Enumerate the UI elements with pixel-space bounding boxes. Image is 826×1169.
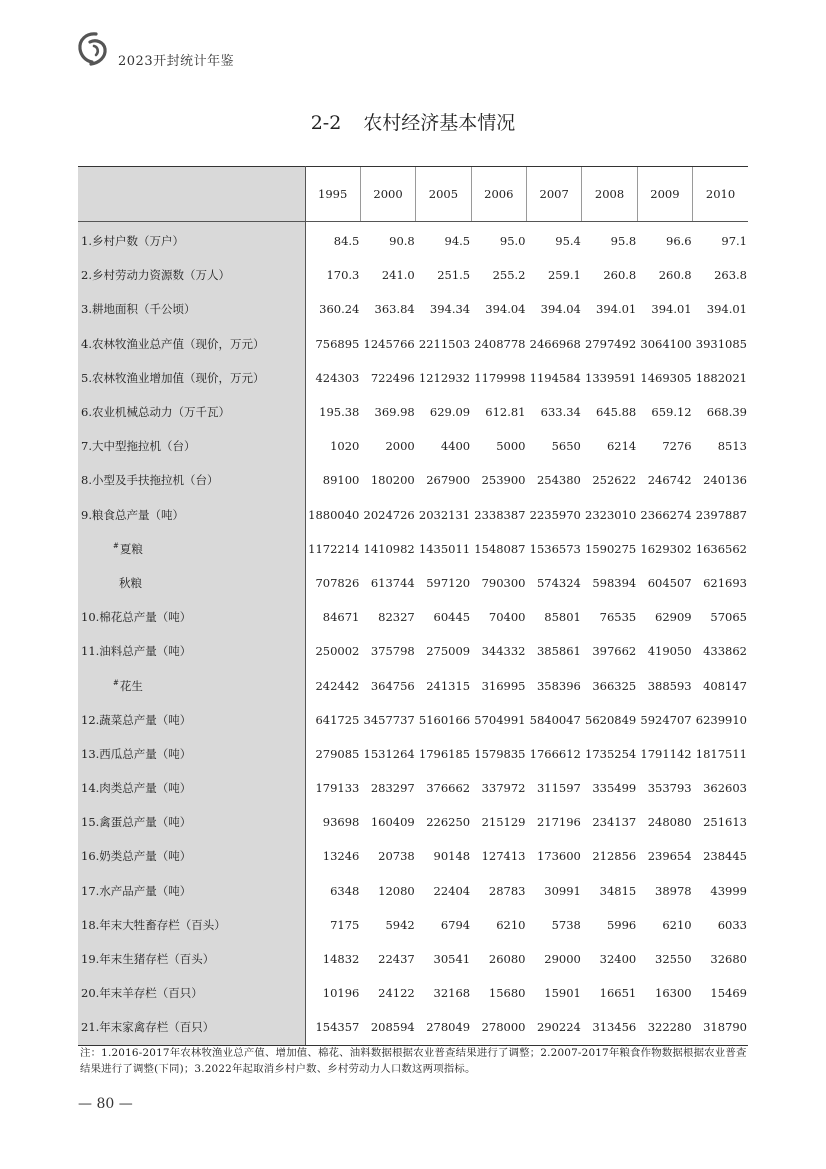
table-cell: 32400 [599, 952, 637, 967]
table-cell: 598394 [592, 575, 637, 590]
table-cell: 2338387 [474, 507, 526, 522]
table-cell: 1536573 [529, 541, 581, 556]
table-cell: 22404 [433, 883, 471, 898]
row-label-text: 21.年末家禽存栏（百只） [81, 1020, 215, 1035]
table-cell: 1791142 [640, 746, 692, 761]
row-label [78, 839, 305, 873]
subitem-mark: # [113, 541, 119, 550]
header-row [78, 167, 748, 222]
table-row [78, 292, 748, 326]
table-cell: 5840047 [529, 712, 581, 727]
table-cell: 28783 [488, 883, 526, 898]
year-header-2010: 2010 [693, 167, 748, 222]
table-title-text: 农村经济基本情况 [363, 112, 516, 134]
table-note: 注：1.2016-2017年农林牧渔业总产值、增加值、棉花、油料数据根据农业普查结果进行了调整；2.2007-2017年粮食作物数据根据农业普查结果进行了调整(下同)；3.2022年起取消乡村户数、乡村劳动力人口数这两项指标。 [80, 1047, 747, 1075]
table-cell: 250002 [315, 644, 360, 659]
row-label-text: 7.大中型拖拉机（台） [81, 439, 196, 454]
table-cell: 2211503 [418, 336, 471, 351]
table-cell: 5942 [385, 917, 415, 932]
row-label-text: 3.耕地面积（千公顷） [81, 302, 196, 317]
table-cell: 8513 [717, 439, 747, 454]
table-row [78, 222, 748, 259]
subitem-mark: # [113, 678, 119, 687]
table-cell: 364756 [370, 678, 415, 693]
table-cell: 313456 [582, 1010, 637, 1045]
table-cell: 20738 [378, 849, 415, 864]
year-header-2009: 2009 [637, 167, 692, 222]
table-cell: 3064100 [640, 336, 692, 351]
row-label-text: 14.肉类总产量（吨） [81, 781, 192, 796]
table-cell: 6794 [440, 917, 471, 932]
table-cell: 241315 [426, 678, 471, 693]
table-cell: 173600 [536, 849, 581, 864]
table-cell: 394.04 [540, 302, 581, 317]
table-cell: 318790 [693, 1010, 748, 1045]
table-cell: 5924707 [640, 712, 692, 727]
table-cell: 4400 [440, 439, 471, 454]
table-cell: 1435011 [418, 541, 471, 556]
table-cell: 1245766 [363, 336, 415, 351]
table-cell: 1020 [330, 439, 360, 454]
table-cell: 394.04 [485, 302, 526, 317]
table-cell: 362603 [703, 781, 747, 796]
table-row [78, 771, 748, 805]
table-cell: 259.1 [547, 268, 581, 283]
table-cell: 2323010 [585, 507, 637, 522]
table-cell: 1548087 [474, 541, 526, 556]
table-cell: 2366274 [640, 507, 692, 522]
header-corner-cell [78, 167, 305, 222]
table-cell: 2797492 [585, 336, 637, 351]
table-cell: 239654 [647, 849, 692, 864]
table-cell: 16651 [599, 986, 637, 1001]
page-number: — 80 — [78, 1096, 133, 1112]
table-cell: 1766612 [529, 746, 581, 761]
table-cell: 10196 [322, 986, 360, 1001]
table-cell: 375798 [370, 644, 415, 659]
table-cell: 6033 [717, 917, 747, 932]
table-row [78, 839, 748, 873]
row-label-text: 10.棉花总产量（吨） [81, 610, 192, 625]
table-cell: 38978 [655, 883, 692, 898]
table-cell: 84671 [322, 610, 360, 625]
row-label [78, 668, 305, 702]
table-cell: 433862 [703, 644, 747, 659]
table-cell: 90148 [433, 849, 471, 864]
table-row [78, 600, 748, 634]
table-cell: 2466968 [529, 336, 581, 351]
table-cell: 16300 [655, 986, 692, 1001]
table-cell: 7175 [330, 917, 360, 932]
table-cell: 2397887 [695, 507, 747, 522]
table-cell: 89100 [322, 473, 360, 488]
table-cell: 2235970 [529, 507, 581, 522]
row-label [78, 771, 305, 805]
row-label [78, 703, 305, 737]
table-cell: 248080 [647, 815, 692, 830]
table-cell: 5620849 [585, 712, 637, 727]
table-cell: 217196 [536, 815, 581, 830]
table-row [78, 874, 748, 908]
table-cell: 238445 [703, 849, 747, 864]
table-cell: 234137 [592, 815, 637, 830]
table-cell: 208594 [360, 1010, 415, 1045]
row-label [78, 737, 305, 771]
table-cell: 1179998 [474, 370, 526, 385]
table-cell: 93698 [322, 815, 360, 830]
table-cell: 613744 [370, 575, 415, 590]
table-row [78, 805, 748, 839]
table-cell: 394.01 [706, 302, 747, 317]
table-row [78, 668, 748, 702]
year-header-2005: 2005 [416, 167, 471, 222]
table-cell: 621693 [703, 575, 747, 590]
row-label-text: 15.禽蛋总产量（吨） [81, 815, 192, 830]
table-cell: 263.8 [714, 268, 747, 283]
table-cell: 388593 [647, 678, 692, 693]
table-cell: 1579835 [474, 746, 526, 761]
table-cell: 722496 [370, 370, 415, 385]
table-cell: 394.34 [429, 302, 471, 317]
table-row [78, 429, 748, 463]
table-cell: 424303 [315, 370, 360, 385]
table-row [78, 1010, 748, 1045]
row-label [78, 463, 305, 497]
year-header-2000: 2000 [360, 167, 415, 222]
table-cell: 1636562 [695, 541, 747, 556]
row-label [78, 874, 305, 908]
row-label-text: 12.蔬菜总产量（吨） [81, 712, 192, 727]
rural-economy-table [78, 166, 748, 1046]
table-cell: 242442 [315, 678, 360, 693]
table-cell: 278000 [471, 1010, 526, 1045]
table-cell: 7276 [662, 439, 692, 454]
row-label [78, 566, 305, 600]
table-cell: 252622 [592, 473, 637, 488]
table-cell: 6210 [496, 917, 526, 932]
table-cell: 790300 [481, 575, 526, 590]
table-cell: 12080 [378, 883, 415, 898]
table-cell: 94.5 [444, 234, 471, 249]
table-cell: 641725 [315, 712, 360, 727]
table-cell: 604507 [647, 575, 692, 590]
table-cell: 2408778 [474, 336, 526, 351]
table-cell: 96.6 [666, 234, 692, 249]
table-cell: 95.4 [555, 234, 581, 249]
table-cell: 3931085 [695, 336, 747, 351]
table-cell: 1796185 [418, 746, 471, 761]
table-cell: 1531264 [363, 746, 415, 761]
row-label-text: 花生 [119, 678, 143, 693]
table-cell: 251613 [703, 815, 747, 830]
row-label-text: 18.年末大牲畜存栏（百头） [81, 917, 226, 932]
table-cell: 5160166 [418, 712, 471, 727]
table-cell: 290224 [527, 1010, 582, 1045]
table-cell: 60445 [433, 610, 471, 625]
table-cell: 358396 [536, 678, 581, 693]
table-cell: 1882021 [695, 370, 747, 385]
table-cell: 26080 [488, 952, 526, 967]
table-cell: 322280 [637, 1010, 692, 1045]
table-cell: 15469 [710, 986, 747, 1001]
table-cell: 419050 [647, 644, 692, 659]
table-cell: 629.09 [429, 405, 471, 420]
table-cell: 353793 [647, 781, 692, 796]
table-cell: 360.24 [319, 302, 360, 317]
row-label [78, 908, 305, 942]
table-cell: 408147 [703, 678, 747, 693]
table-row [78, 498, 748, 532]
table-cell: 311597 [536, 781, 581, 796]
table-cell: 267900 [426, 473, 471, 488]
table-cell: 275009 [426, 644, 471, 659]
table-row [78, 361, 748, 395]
row-label-text: 19.年末生猪存栏（百头） [81, 952, 215, 967]
table-cell: 160409 [370, 815, 415, 830]
table-cell: 1629302 [640, 541, 692, 556]
table-cell: 366325 [592, 678, 637, 693]
table-cell: 34815 [599, 883, 637, 898]
table-cell: 707826 [315, 575, 360, 590]
table-cell: 597120 [426, 575, 471, 590]
table-cell: 15680 [488, 986, 526, 1001]
row-label-text: 13.西瓜总产量（吨） [81, 746, 192, 761]
table-row [78, 395, 748, 429]
table-cell: 376662 [426, 781, 471, 796]
table-cell: 756895 [315, 336, 360, 351]
table-cell: 22437 [378, 952, 415, 967]
row-label [78, 327, 305, 361]
table-cell: 253900 [481, 473, 526, 488]
table-cell: 337972 [481, 781, 526, 796]
row-label [78, 498, 305, 532]
table-cell: 5704991 [474, 712, 526, 727]
row-label [78, 532, 305, 566]
table-row [78, 634, 748, 668]
table-row [78, 976, 748, 1010]
table-cell: 13246 [322, 849, 360, 864]
table-cell: 6210 [662, 917, 692, 932]
table-cell: 397662 [592, 644, 637, 659]
table-cell: 1172214 [308, 541, 360, 556]
row-label [78, 942, 305, 976]
table-cell: 5996 [606, 917, 637, 932]
row-label [78, 976, 305, 1010]
table-cell: 15901 [544, 986, 581, 1001]
table-cell: 84.5 [333, 234, 360, 249]
table-cell: 394.01 [651, 302, 692, 317]
table-cell: 43999 [710, 883, 747, 898]
table-cell: 85801 [544, 610, 581, 625]
table-title [0, 108, 826, 135]
table-cell: 279085 [315, 746, 360, 761]
table-cell: 154357 [305, 1010, 360, 1045]
row-label [78, 292, 305, 326]
row-label-text: 2.乡村劳动力资源数（万人） [81, 268, 230, 283]
table-row [78, 327, 748, 361]
table-cell: 385861 [536, 644, 581, 659]
table-cell: 57065 [710, 610, 747, 625]
table-cell: 30991 [544, 883, 581, 898]
table-cell: 1817511 [695, 746, 747, 761]
table-cell: 255.2 [492, 268, 526, 283]
table-cell: 2000 [385, 439, 415, 454]
row-label-text: 5.农林牧渔业增加值（现价，万元） [81, 370, 265, 385]
row-label-text: 20.年末羊存栏（百只） [81, 986, 203, 1001]
table-cell: 32168 [433, 986, 471, 1001]
table-cell: 645.88 [596, 405, 637, 420]
table-cell: 32680 [710, 952, 747, 967]
table-row [78, 737, 748, 771]
table-cell: 240136 [703, 473, 747, 488]
row-label [78, 805, 305, 839]
table-cell: 344332 [481, 644, 526, 659]
row-label [78, 634, 305, 668]
table-cell: 1880040 [308, 507, 360, 522]
table-cell: 212856 [592, 849, 637, 864]
row-label [78, 395, 305, 429]
table-cell: 2024726 [363, 507, 415, 522]
table-row [78, 942, 748, 976]
table-cell: 574324 [536, 575, 581, 590]
table-cell: 76535 [599, 610, 637, 625]
table-cell: 170.3 [326, 268, 360, 283]
row-label-text: 4.农林牧渔业总产值（现价，万元） [81, 336, 265, 351]
table-cell: 90.8 [389, 234, 415, 249]
table-cell: 668.39 [706, 405, 747, 420]
table-cell: 195.38 [319, 405, 360, 420]
table-cell: 32550 [655, 952, 692, 967]
table-cell: 14832 [322, 952, 360, 967]
year-header-2008: 2008 [582, 167, 637, 222]
table-row [78, 566, 748, 600]
table-cell: 659.12 [651, 405, 692, 420]
table-cell: 95.0 [499, 234, 526, 249]
table-cell: 335499 [592, 781, 637, 796]
table-cell: 363.84 [374, 302, 415, 317]
year-header-2006: 2006 [471, 167, 526, 222]
table-cell: 6214 [606, 439, 637, 454]
table-number: 2-2 [310, 112, 342, 134]
table-cell: 127413 [481, 849, 526, 864]
table-cell: 180200 [370, 473, 415, 488]
table-cell: 1339591 [585, 370, 637, 385]
row-label-text: 17.水产品产量（吨） [81, 883, 192, 898]
table-cell: 215129 [481, 815, 526, 830]
table-cell: 1212932 [418, 370, 471, 385]
table-cell: 95.8 [610, 234, 637, 249]
table-row [78, 908, 748, 942]
table-cell: 5650 [551, 439, 581, 454]
table-cell: 246742 [647, 473, 692, 488]
table-cell: 82327 [378, 610, 415, 625]
table-cell: 1194584 [529, 370, 581, 385]
table-cell: 278049 [416, 1010, 471, 1045]
row-label [78, 222, 305, 259]
table-cell: 226250 [426, 815, 471, 830]
table-cell: 6348 [330, 883, 360, 898]
row-label [78, 600, 305, 634]
table-cell: 1469305 [640, 370, 692, 385]
row-label [78, 1010, 305, 1045]
table-cell: 260.8 [658, 268, 692, 283]
row-label [78, 361, 305, 395]
row-label-text: 夏粮 [119, 541, 143, 556]
table-cell: 369.98 [374, 405, 415, 420]
table-row [78, 463, 748, 497]
table-cell: 283297 [370, 781, 415, 796]
table-cell: 251.5 [437, 268, 471, 283]
table-cell: 29000 [544, 952, 581, 967]
table-cell: 30541 [433, 952, 471, 967]
year-header-2007: 2007 [527, 167, 582, 222]
table-cell: 70400 [488, 610, 526, 625]
yearbook-logo [76, 30, 112, 68]
row-label-text: 8.小型及手扶拖拉机（台） [81, 473, 219, 488]
table-row [78, 532, 748, 566]
table-cell: 179133 [315, 781, 360, 796]
table-cell: 1590275 [585, 541, 637, 556]
table-cell: 2032131 [418, 507, 471, 522]
table-cell: 6239910 [695, 712, 747, 727]
table-cell: 5738 [551, 917, 581, 932]
row-label [78, 258, 305, 292]
row-label-text: 1.乡村户数（万户） [81, 234, 184, 249]
table-cell: 1735254 [585, 746, 637, 761]
row-label-text: 秋粮 [119, 575, 142, 590]
table-row [78, 258, 748, 292]
year-header-1995: 1995 [305, 167, 360, 222]
table-cell: 260.8 [603, 268, 637, 283]
table-cell: 5000 [496, 439, 526, 454]
table-cell: 62909 [655, 610, 692, 625]
table-cell: 316995 [481, 678, 526, 693]
table-cell: 394.01 [596, 302, 637, 317]
table-cell: 254380 [536, 473, 581, 488]
table-cell: 3457737 [363, 712, 415, 727]
table-row [78, 703, 748, 737]
row-label-text: 9.粮食总产量（吨） [81, 507, 184, 522]
table-cell: 633.34 [540, 405, 581, 420]
table-cell: 1410982 [363, 541, 415, 556]
table-cell: 24122 [378, 986, 415, 1001]
book-title: 2023开封统计年鉴 [118, 54, 235, 69]
table-cell: 97.1 [721, 234, 747, 249]
row-label [78, 429, 305, 463]
row-label-text: 6.农业机械总动力（万千瓦） [81, 405, 230, 420]
table-cell: 241.0 [381, 268, 415, 283]
table-cell: 612.81 [485, 405, 526, 420]
row-label-text: 11.油料总产量（吨） [81, 644, 192, 659]
row-label-text: 16.奶类总产量（吨） [81, 849, 192, 864]
